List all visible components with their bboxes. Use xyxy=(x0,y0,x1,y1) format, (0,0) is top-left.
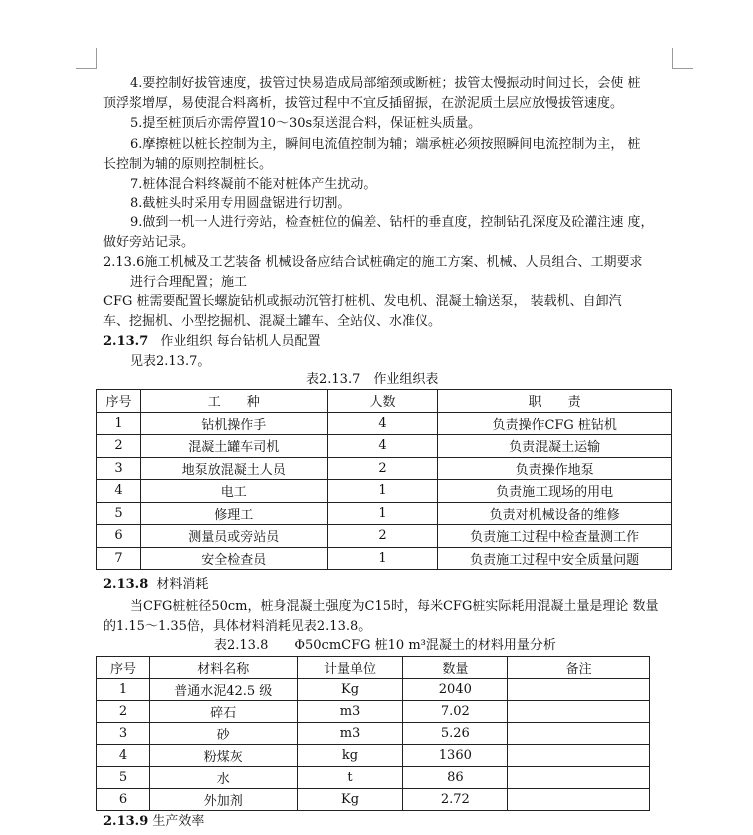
table-row xyxy=(97,457,672,480)
table-header-row xyxy=(97,390,672,413)
table-cell: 1 xyxy=(327,547,438,570)
table-cell: 负责混凝土运输 xyxy=(438,435,672,458)
table-row xyxy=(97,679,650,701)
header-cell: 职 责 xyxy=(438,390,672,413)
table-cell: 2 xyxy=(327,525,438,548)
table-2137-caption: 表2.13.7 作业组织表 xyxy=(306,372,439,387)
page-corner-mark-left xyxy=(76,48,97,69)
table-cell: 5.26 xyxy=(403,723,508,745)
table-cell: 负责对机械设备的维修 xyxy=(438,502,672,525)
table-cell: 测量员或旁站员 xyxy=(140,525,327,548)
table-cell: 负责施工过程中安全质量问题 xyxy=(438,547,672,570)
header-cell: 序号 xyxy=(97,657,150,679)
table-row xyxy=(97,502,672,525)
section-2136-line1: 2.13.6施工机械及工艺装备 机械设备应结合试桩确定的施工方案、机械、人员组合、工期要求 xyxy=(103,255,643,270)
table-row xyxy=(97,412,672,435)
page-corner-mark-right xyxy=(672,48,693,69)
table-2138-caption: 表2.13.8 Φ50cmCFG 桩10 m³混凝土的材料用量分析 xyxy=(214,638,556,653)
table-cell: 3 xyxy=(97,457,141,480)
header-cell: 备注 xyxy=(508,657,650,679)
item-9-line2: 做好旁站记录。 xyxy=(103,235,195,250)
table-cell xyxy=(508,701,650,723)
item-7: 7.桩体混合料终凝前不能对桩体产生扰动。 xyxy=(130,177,377,192)
section-2136-line2: 进行合理配置；施工 xyxy=(130,275,248,290)
section-2137-heading xyxy=(103,332,321,352)
header-cell: 工 种 xyxy=(140,390,327,413)
table-cell: 普通水泥42.5 级 xyxy=(149,679,297,701)
table-cell xyxy=(508,745,650,767)
table-cell: 2 xyxy=(97,701,150,723)
table-cell xyxy=(508,679,650,701)
table-cell: 4 xyxy=(97,480,141,503)
table-cell: 6 xyxy=(97,525,141,548)
table-cell: 2040 xyxy=(403,679,508,701)
section-2139-title: 生产效率 xyxy=(152,814,205,829)
section-2138-para-line1: 当CFG桩桩径50cm，桩身混凝土强度为C15时，每米CFG桩实际耗用混凝土量是理论 数量 xyxy=(130,599,659,614)
table-row xyxy=(97,435,672,458)
table-cell: 2 xyxy=(327,457,438,480)
table-row xyxy=(97,789,650,811)
section-2139-heading xyxy=(103,812,204,832)
item-5: 5.提至桩顶后亦需停置10～30s泵送混合料，保证桩头质量。 xyxy=(130,116,482,131)
table-cell: 5 xyxy=(97,767,150,789)
header-cell: 人数 xyxy=(327,390,438,413)
table-cell: 粉煤灰 xyxy=(149,745,297,767)
table-cell: 7.02 xyxy=(403,701,508,723)
table-cell: 负责操作地泵 xyxy=(438,457,672,480)
table-cell: Kg xyxy=(297,679,403,701)
table-cell: 1 xyxy=(327,502,438,525)
table-cell: 4 xyxy=(327,435,438,458)
table-cell: 安全检查员 xyxy=(140,547,327,570)
table-cell: 1360 xyxy=(403,745,508,767)
table-cell: 砂 xyxy=(149,723,297,745)
table-cell: 电工 xyxy=(140,480,327,503)
table-cell: 地泵放混凝土人员 xyxy=(140,457,327,480)
header-cell: 材料名称 xyxy=(149,657,297,679)
table-row xyxy=(97,723,650,745)
section-2138-para-line2: 的1.15～1.35倍，具体材料消耗见表2.13.8。 xyxy=(103,619,372,634)
table-cell xyxy=(508,789,650,811)
table-cell: 5 xyxy=(97,502,141,525)
table-cell: 2 xyxy=(97,435,141,458)
header-cell: 计量单位 xyxy=(297,657,403,679)
material-usage-table xyxy=(96,656,650,811)
table-cell: 混凝土罐车司机 xyxy=(140,435,327,458)
table-cell: 负责施工现场的用电 xyxy=(438,480,672,503)
table-cell xyxy=(508,723,650,745)
table-cell: 水 xyxy=(149,767,297,789)
table-cell: 1 xyxy=(327,480,438,503)
section-2136-line3: CFG 桩需要配置长螺旋钻机或振动沉管打桩机、发电机、混凝土输送泵， 装载机、自卸汽 xyxy=(103,294,622,309)
item-8: 8.截桩头时采用专用圆盘锯进行切割。 xyxy=(130,196,351,211)
table-cell: 负责操作CFG 桩钻机 xyxy=(438,412,672,435)
section-2137-title: 作业组织 每台钻机人员配置 xyxy=(160,334,321,349)
table-cell: 1 xyxy=(97,412,141,435)
table-cell: 钻机操作手 xyxy=(140,412,327,435)
work-organization-table xyxy=(96,389,672,570)
table-row xyxy=(97,767,650,789)
section-2139-number: 2.13.9 xyxy=(103,814,149,829)
table-cell: 2.72 xyxy=(403,789,508,811)
table-cell: Kg xyxy=(297,789,403,811)
table-cell: 负责施工过程中检查量测工作 xyxy=(438,525,672,548)
table-cell xyxy=(508,767,650,789)
header-cell: 序号 xyxy=(97,390,141,413)
table-cell: 1 xyxy=(97,679,150,701)
section-2138-number: 2.13.8 xyxy=(103,577,149,592)
table-cell: t xyxy=(297,767,403,789)
section-2137-see-table: 见表2.13.7。 xyxy=(130,354,211,369)
table-cell: 3 xyxy=(97,723,150,745)
table-row xyxy=(97,701,650,723)
section-2138-title: 材料消耗 xyxy=(156,577,209,592)
table-row xyxy=(97,745,650,767)
table-header-row xyxy=(97,657,650,679)
table-cell: 外加剂 xyxy=(149,789,297,811)
table-cell: 碎石 xyxy=(149,701,297,723)
table-cell: 7 xyxy=(97,547,141,570)
table-cell: 修理工 xyxy=(140,502,327,525)
table-row xyxy=(97,480,672,503)
table-cell: m3 xyxy=(297,723,403,745)
table-cell: 4 xyxy=(97,745,150,767)
table-cell: kg xyxy=(297,745,403,767)
item-6-line2: 长控制为辅的原则控制桩长。 xyxy=(103,157,273,172)
table-row xyxy=(97,525,672,548)
item-4-line2: 顶浮浆增厚，易使混合料离析，拔管过程中不宜反插留振，在淤泥质土层应放慢拔管速度。 xyxy=(103,96,624,111)
header-cell: 数量 xyxy=(403,657,508,679)
table-cell: m3 xyxy=(297,701,403,723)
item-6-line1: 6.摩擦桩以桩长控制为主，瞬间电流值控制为辅；端承桩必须按照瞬间电流控制为主， 桩 xyxy=(130,137,641,152)
section-2138-heading xyxy=(103,575,208,595)
table-cell: 4 xyxy=(327,412,438,435)
table-row xyxy=(97,547,672,570)
table-cell: 6 xyxy=(97,789,150,811)
item-9-line1: 9.做到一机一人进行旁站，检查桩位的偏差、钻杆的垂直度，控制钻孔深度及砼灌注速 度， xyxy=(130,215,654,230)
table-cell: 86 xyxy=(403,767,508,789)
section-2137-number: 2.13.7 xyxy=(103,334,149,349)
section-2136-line4: 车、挖掘机、小型挖掘机、混凝土罐车、全站仪、水准仪。 xyxy=(103,314,442,329)
item-4-line1: 4.要控制好拔管速度，拔管过快易造成局部缩颈或断桩；拔管太慢振动时间过长，会使 桩 xyxy=(130,76,641,91)
